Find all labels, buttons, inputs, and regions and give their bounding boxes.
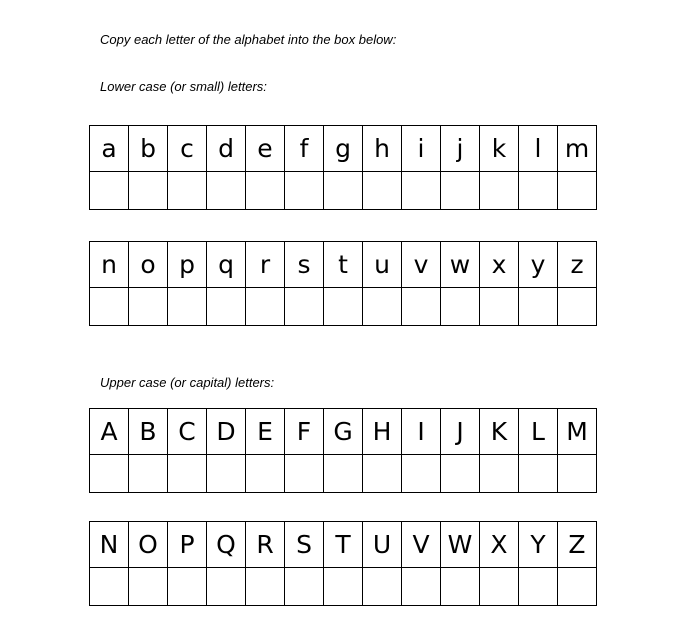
answer-row: [90, 455, 597, 493]
letter-cell: U: [363, 522, 402, 568]
letter-cell: j: [441, 126, 480, 172]
letter-cell: k: [480, 126, 519, 172]
answer-box[interactable]: [480, 172, 519, 210]
letter-cell: u: [363, 242, 402, 288]
letter-cell: t: [324, 242, 363, 288]
answer-box[interactable]: [207, 455, 246, 493]
letter-cell: v: [402, 242, 441, 288]
letter-cell: K: [480, 409, 519, 455]
letter-cell: x: [480, 242, 519, 288]
letter-cell: w: [441, 242, 480, 288]
answer-box[interactable]: [558, 172, 597, 210]
answer-box[interactable]: [168, 288, 207, 326]
letter-row: [90, 409, 597, 455]
answer-box[interactable]: [558, 568, 597, 606]
answer-box[interactable]: [90, 172, 129, 210]
answer-box[interactable]: [90, 455, 129, 493]
upper-case-heading: Upper case (or capital) letters:: [100, 375, 275, 390]
answer-box[interactable]: [402, 568, 441, 606]
answer-row: [90, 568, 597, 606]
letter-cell: e: [246, 126, 285, 172]
letter-cell: Y: [519, 522, 558, 568]
answer-box[interactable]: [285, 568, 324, 606]
letter-cell: D: [207, 409, 246, 455]
letter-cell: Z: [558, 522, 597, 568]
letter-row: [90, 126, 597, 172]
answer-row: [90, 288, 597, 326]
letter-row: [90, 522, 597, 568]
answer-box[interactable]: [480, 455, 519, 493]
letter-cell: l: [519, 126, 558, 172]
letter-cell: X: [480, 522, 519, 568]
answer-box[interactable]: [129, 455, 168, 493]
letter-cell: J: [441, 409, 480, 455]
lower-case-grid-n-to-z: [89, 241, 597, 326]
lower-case-heading: Lower case (or small) letters:: [100, 79, 267, 94]
letter-cell: S: [285, 522, 324, 568]
letter-cell: T: [324, 522, 363, 568]
answer-box[interactable]: [363, 288, 402, 326]
worksheet-instructions: Copy each letter of the alphabet into the box below:: [100, 32, 397, 47]
letter-cell: F: [285, 409, 324, 455]
letter-cell: q: [207, 242, 246, 288]
letter-cell: z: [558, 242, 597, 288]
answer-box[interactable]: [519, 455, 558, 493]
letter-cell: O: [129, 522, 168, 568]
answer-box[interactable]: [90, 288, 129, 326]
letter-cell: W: [441, 522, 480, 568]
letter-cell: c: [168, 126, 207, 172]
letter-cell: n: [90, 242, 129, 288]
letter-row: [90, 242, 597, 288]
answer-box[interactable]: [246, 172, 285, 210]
answer-box[interactable]: [441, 172, 480, 210]
answer-box[interactable]: [129, 568, 168, 606]
answer-box[interactable]: [402, 172, 441, 210]
answer-box[interactable]: [402, 288, 441, 326]
letter-cell: M: [558, 409, 597, 455]
letter-cell: R: [246, 522, 285, 568]
answer-box[interactable]: [285, 288, 324, 326]
answer-row: [90, 172, 597, 210]
answer-box[interactable]: [363, 568, 402, 606]
answer-box[interactable]: [324, 288, 363, 326]
answer-box[interactable]: [480, 568, 519, 606]
answer-box[interactable]: [441, 568, 480, 606]
letter-cell: f: [285, 126, 324, 172]
letter-cell: H: [363, 409, 402, 455]
letter-cell: I: [402, 409, 441, 455]
answer-box[interactable]: [402, 455, 441, 493]
answer-box[interactable]: [207, 172, 246, 210]
letter-cell: s: [285, 242, 324, 288]
letter-cell: E: [246, 409, 285, 455]
upper-case-grid-n-to-z: [89, 521, 597, 606]
answer-box[interactable]: [246, 288, 285, 326]
letter-cell: b: [129, 126, 168, 172]
letter-cell: a: [90, 126, 129, 172]
letter-cell: o: [129, 242, 168, 288]
letter-cell: V: [402, 522, 441, 568]
lower-case-grid-a-to-m: [89, 125, 597, 210]
letter-cell: A: [90, 409, 129, 455]
answer-box[interactable]: [558, 288, 597, 326]
answer-box[interactable]: [207, 568, 246, 606]
letter-cell: Q: [207, 522, 246, 568]
letter-cell: d: [207, 126, 246, 172]
letter-cell: r: [246, 242, 285, 288]
letter-cell: N: [90, 522, 129, 568]
letter-cell: i: [402, 126, 441, 172]
letter-cell: C: [168, 409, 207, 455]
answer-box[interactable]: [558, 455, 597, 493]
upper-case-grid-a-to-m: [89, 408, 597, 493]
letter-cell: P: [168, 522, 207, 568]
answer-box[interactable]: [324, 455, 363, 493]
answer-box[interactable]: [441, 288, 480, 326]
letter-cell: g: [324, 126, 363, 172]
answer-box[interactable]: [168, 455, 207, 493]
answer-box[interactable]: [207, 288, 246, 326]
answer-box[interactable]: [285, 455, 324, 493]
letter-cell: B: [129, 409, 168, 455]
letter-cell: L: [519, 409, 558, 455]
answer-box[interactable]: [519, 172, 558, 210]
answer-box[interactable]: [363, 172, 402, 210]
answer-box[interactable]: [168, 568, 207, 606]
answer-box[interactable]: [246, 568, 285, 606]
answer-box[interactable]: [519, 568, 558, 606]
answer-box[interactable]: [285, 172, 324, 210]
answer-box[interactable]: [324, 172, 363, 210]
answer-box[interactable]: [480, 288, 519, 326]
answer-box[interactable]: [324, 568, 363, 606]
answer-box[interactable]: [441, 455, 480, 493]
answer-box[interactable]: [246, 455, 285, 493]
answer-box[interactable]: [168, 172, 207, 210]
answer-box[interactable]: [129, 288, 168, 326]
letter-cell: m: [558, 126, 597, 172]
letter-cell: G: [324, 409, 363, 455]
letter-cell: p: [168, 242, 207, 288]
letter-cell: h: [363, 126, 402, 172]
answer-box[interactable]: [90, 568, 129, 606]
answer-box[interactable]: [519, 288, 558, 326]
answer-box[interactable]: [129, 172, 168, 210]
letter-cell: y: [519, 242, 558, 288]
answer-box[interactable]: [363, 455, 402, 493]
